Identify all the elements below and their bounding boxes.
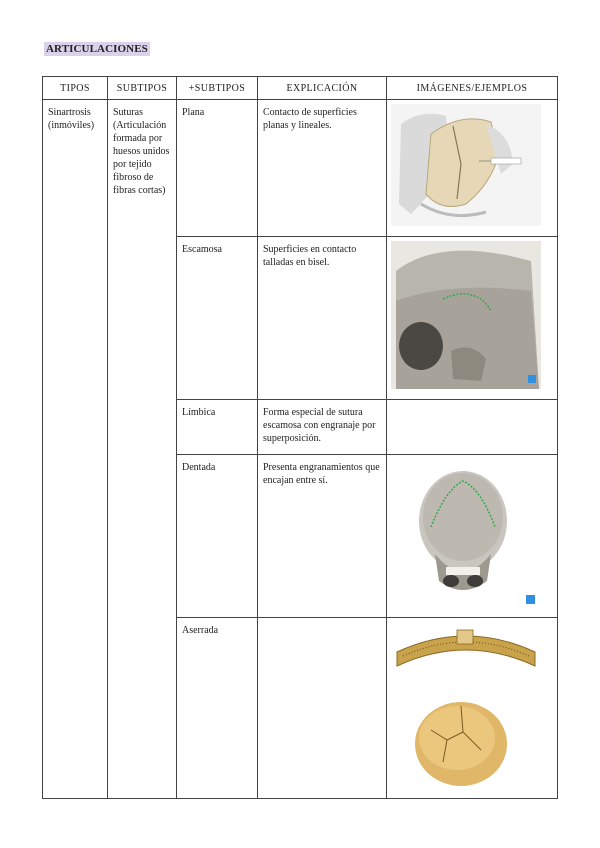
header-explicacion: EXPLICACIÓN [258, 77, 387, 100]
explicacion-cell: Presenta engranamientos que encajan entre sí. [258, 455, 387, 618]
header-imagenes: IMÁGENES/EJEMPLOS [387, 77, 558, 100]
tipo-cell: Sinartrosis (inmóviles) [43, 100, 108, 799]
header-plus-subtipos: +SUBTIPOS [177, 77, 258, 100]
plus-subtipo-cell: Límbica [177, 400, 258, 455]
aserrada-skull-illustration [391, 622, 541, 788]
image-cell-empty [387, 400, 558, 455]
image-cell [387, 618, 558, 799]
header-tipos: TIPOS [43, 77, 108, 100]
explicacion-cell: Contacto de superficies planas y lineales. [258, 100, 387, 237]
plus-subtipo-cell: Dentada [177, 455, 258, 618]
explicacion-cell: Forma especial de sutura escamosa con engranaje por superposición. [258, 400, 387, 455]
explicacion-cell [258, 618, 387, 799]
image-cell [387, 237, 558, 400]
dentada-skull-illustration [391, 459, 541, 609]
page-title: ARTICULACIONES [46, 43, 148, 55]
image-cell [387, 100, 558, 237]
escamosa-skull-illustration [391, 241, 541, 389]
header-subtipos: SUBTIPOS [108, 77, 177, 100]
plus-subtipo-cell: Aserrada [177, 618, 258, 799]
plana-suture-illustration [391, 104, 541, 226]
plus-subtipo-cell: Plana [177, 100, 258, 237]
table-header-row [43, 77, 558, 100]
articulaciones-table [42, 76, 558, 799]
image-cell [387, 455, 558, 618]
plus-subtipo-cell: Escamosa [177, 237, 258, 400]
table-row [43, 100, 558, 237]
subtipo-cell: Suturas (Articulación formada por huesos unidos por tejido fibroso de fibras cortas) [108, 100, 177, 799]
explicacion-cell: Superficies en contacto talladas en bisel. [258, 237, 387, 400]
